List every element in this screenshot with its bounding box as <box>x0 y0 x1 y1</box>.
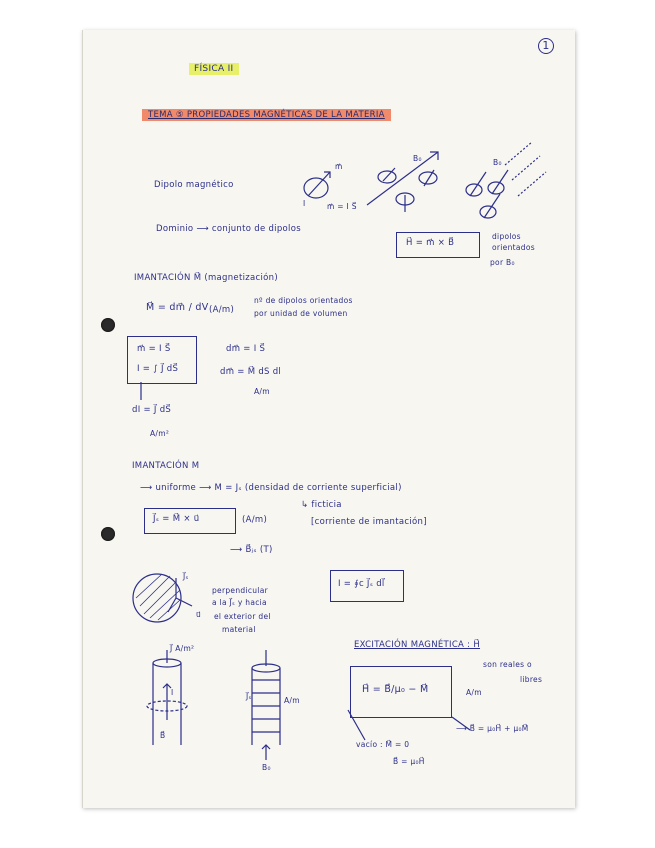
vacio-line: B⃗ = μ₀H⃗ <box>393 757 425 766</box>
dipolo-label: Dipolo magnético <box>154 180 234 190</box>
current-label: I <box>303 199 306 208</box>
perp-line: material <box>222 625 256 634</box>
di-formula: dI = J⃗ dS⃗ <box>132 405 172 415</box>
dipolos-line: dipolos <box>492 232 521 241</box>
j-label: J⃗ A/m² <box>170 644 195 653</box>
excitacion-formula: H⃗ = B⃗/μ₀ − M⃗ <box>362 684 429 695</box>
dm-formula: dm⃗ = M⃗ dS dl <box>220 367 282 377</box>
reales-line: son reales o <box>483 660 532 669</box>
dipole-moment-label: m⃗ <box>335 162 343 171</box>
b0-label: B₀ <box>262 763 271 772</box>
reales-line: libres <box>520 675 543 684</box>
integral-formula: I = ∮c J⃗ₛ dl⃗ <box>338 579 385 589</box>
uniforme-line: ⟶ uniforme ⟶ M = Jₛ (densidad de corriente superficial) <box>140 483 402 493</box>
page-number: 1 <box>538 38 554 54</box>
i-label: I <box>171 688 174 697</box>
b0-label: B₀ <box>413 154 422 163</box>
perp-line: el exterior del <box>214 612 271 621</box>
perp-line: a la J⃗ₛ y hacia <box>212 598 267 607</box>
units-label: A/m² <box>150 429 170 438</box>
magnetized-disk-icon <box>133 574 181 622</box>
dominio-definition: Dominio ⟶ conjunto de dipolos <box>156 224 301 234</box>
magnetization-formula: M⃗ = dm⃗ / dV <box>146 302 209 313</box>
units-label: A/m <box>254 387 270 396</box>
vacio-line: vacío : M⃗ = 0 <box>356 740 410 749</box>
perp-line: perpendicular <box>212 586 268 595</box>
magnetization-units: (A/m) <box>209 305 235 315</box>
subject-title: FÍSICA II <box>189 63 239 75</box>
b-label: B⃗ <box>160 731 166 740</box>
excitacion-heading: EXCITACIÓN MAGNÉTICA : H⃗ <box>354 640 481 650</box>
js-label: J⃗ₛ <box>183 572 189 581</box>
box-formula: m⃗ = I S⃗ <box>137 344 171 354</box>
b-js-label: ⟶ B⃗ⱼₛ (T) <box>230 545 273 555</box>
dipolos-line: orientados <box>492 243 535 252</box>
b-result-formula: ⟶ B⃗ = μ₀H⃗ + μ₀M⃗ <box>456 724 529 733</box>
dm-formula: dm⃗ = I S⃗ <box>226 344 266 354</box>
torque-formula: H⃗ = m⃗ × B⃗ <box>406 238 455 248</box>
js-label: J⃗ₛ <box>246 692 252 701</box>
magnetization-desc: nº de dipolos orientados <box>254 296 353 305</box>
dipolos-line: por B₀ <box>490 258 515 267</box>
magnetization-desc: por unidad de volumen <box>254 309 348 318</box>
surface-current-formula: J⃗ₛ = M⃗ × u⃗ <box>153 514 200 524</box>
ficticia-label: ↳ ficticia <box>301 500 342 510</box>
dipole-formula: m⃗ = I S⃗ <box>327 202 357 211</box>
corriente-label: [corriente de imantación] <box>311 517 427 527</box>
units-label: A/m <box>284 696 300 705</box>
imantacion-heading: IMANTACIÓN M <box>132 461 200 471</box>
b0-label: B₀ <box>493 158 502 167</box>
imantacion-heading: IMANTACIÓN M⃗ (magnetización) <box>134 273 278 283</box>
units-label: A/m <box>466 688 482 697</box>
topic-title: TEMA ⑤ PROPIEDADES MAGNÉTICAS DE LA MATERIA <box>142 109 391 121</box>
units-label: (A/m) <box>242 515 268 525</box>
u-label: u⃗ <box>196 610 202 619</box>
box-formula: I = ∫ J⃗ dS⃗ <box>137 364 179 374</box>
